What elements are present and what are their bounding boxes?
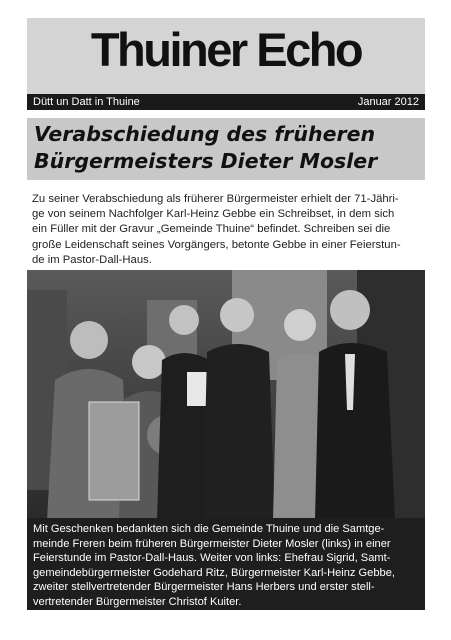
caption-line: Feierstunde im Pastor-Dall-Haus. Weiter von links: Ehefrau Sigrid, Samt- [33,552,391,565]
article-headline [34,121,377,175]
photo-caption-box [27,518,425,610]
issue-date: Januar 2012 [357,96,419,108]
masthead-subtitle: Dütt un Datt in Thuine [33,96,140,108]
caption-line: gemeindebürgermeister Godehard Ritz, Bürgermeister Karl-Heinz Gebbe, [33,566,395,579]
newspaper-title: Thuiner Echo [90,23,362,76]
masthead-bar [27,94,425,110]
photo-caption [33,522,421,610]
intro-line: ge von seinem Nachfolger Karl-Heinz Gebbe ein Schreibset, in dem sich [32,208,395,221]
intro-line: de im Pastor-Dall-Haus. [32,253,152,266]
caption-line: meinde Freren beim früheren Bürgermeister Dieter Mosler (links) in einer [33,537,391,550]
intro-line: ein Füller mit der Gravur „Gemeinde Thuine“ befindet. Schreiben sei die [32,223,391,236]
caption-line: zweiter stellvertretender Bürgermeister Hans Herbers und erster stell- [33,581,375,594]
caption-line: Mit Geschenken bedankten sich die Gemeinde Thuine und die Samtge- [33,523,385,535]
headline-box [27,118,425,180]
headline-line: Verabschiedung des früheren [34,122,376,146]
group-photo [27,270,425,520]
caption-line: vertretender Bürgermeister Christof Kuiter. [33,595,242,608]
intro-line: Zu seiner Verabschiedung als früherer Bürgermeister erhielt der 71-Jähri- [32,193,399,205]
headline-line: Bürgermeisters Dieter Mosler [34,149,378,173]
intro-paragraph [32,192,422,268]
masthead [27,18,425,108]
photo-illustration [27,270,425,520]
intro-line: große Leidenschaft seines Vorgängers, betonte Gebbe in einer Feierstun- [32,238,401,251]
